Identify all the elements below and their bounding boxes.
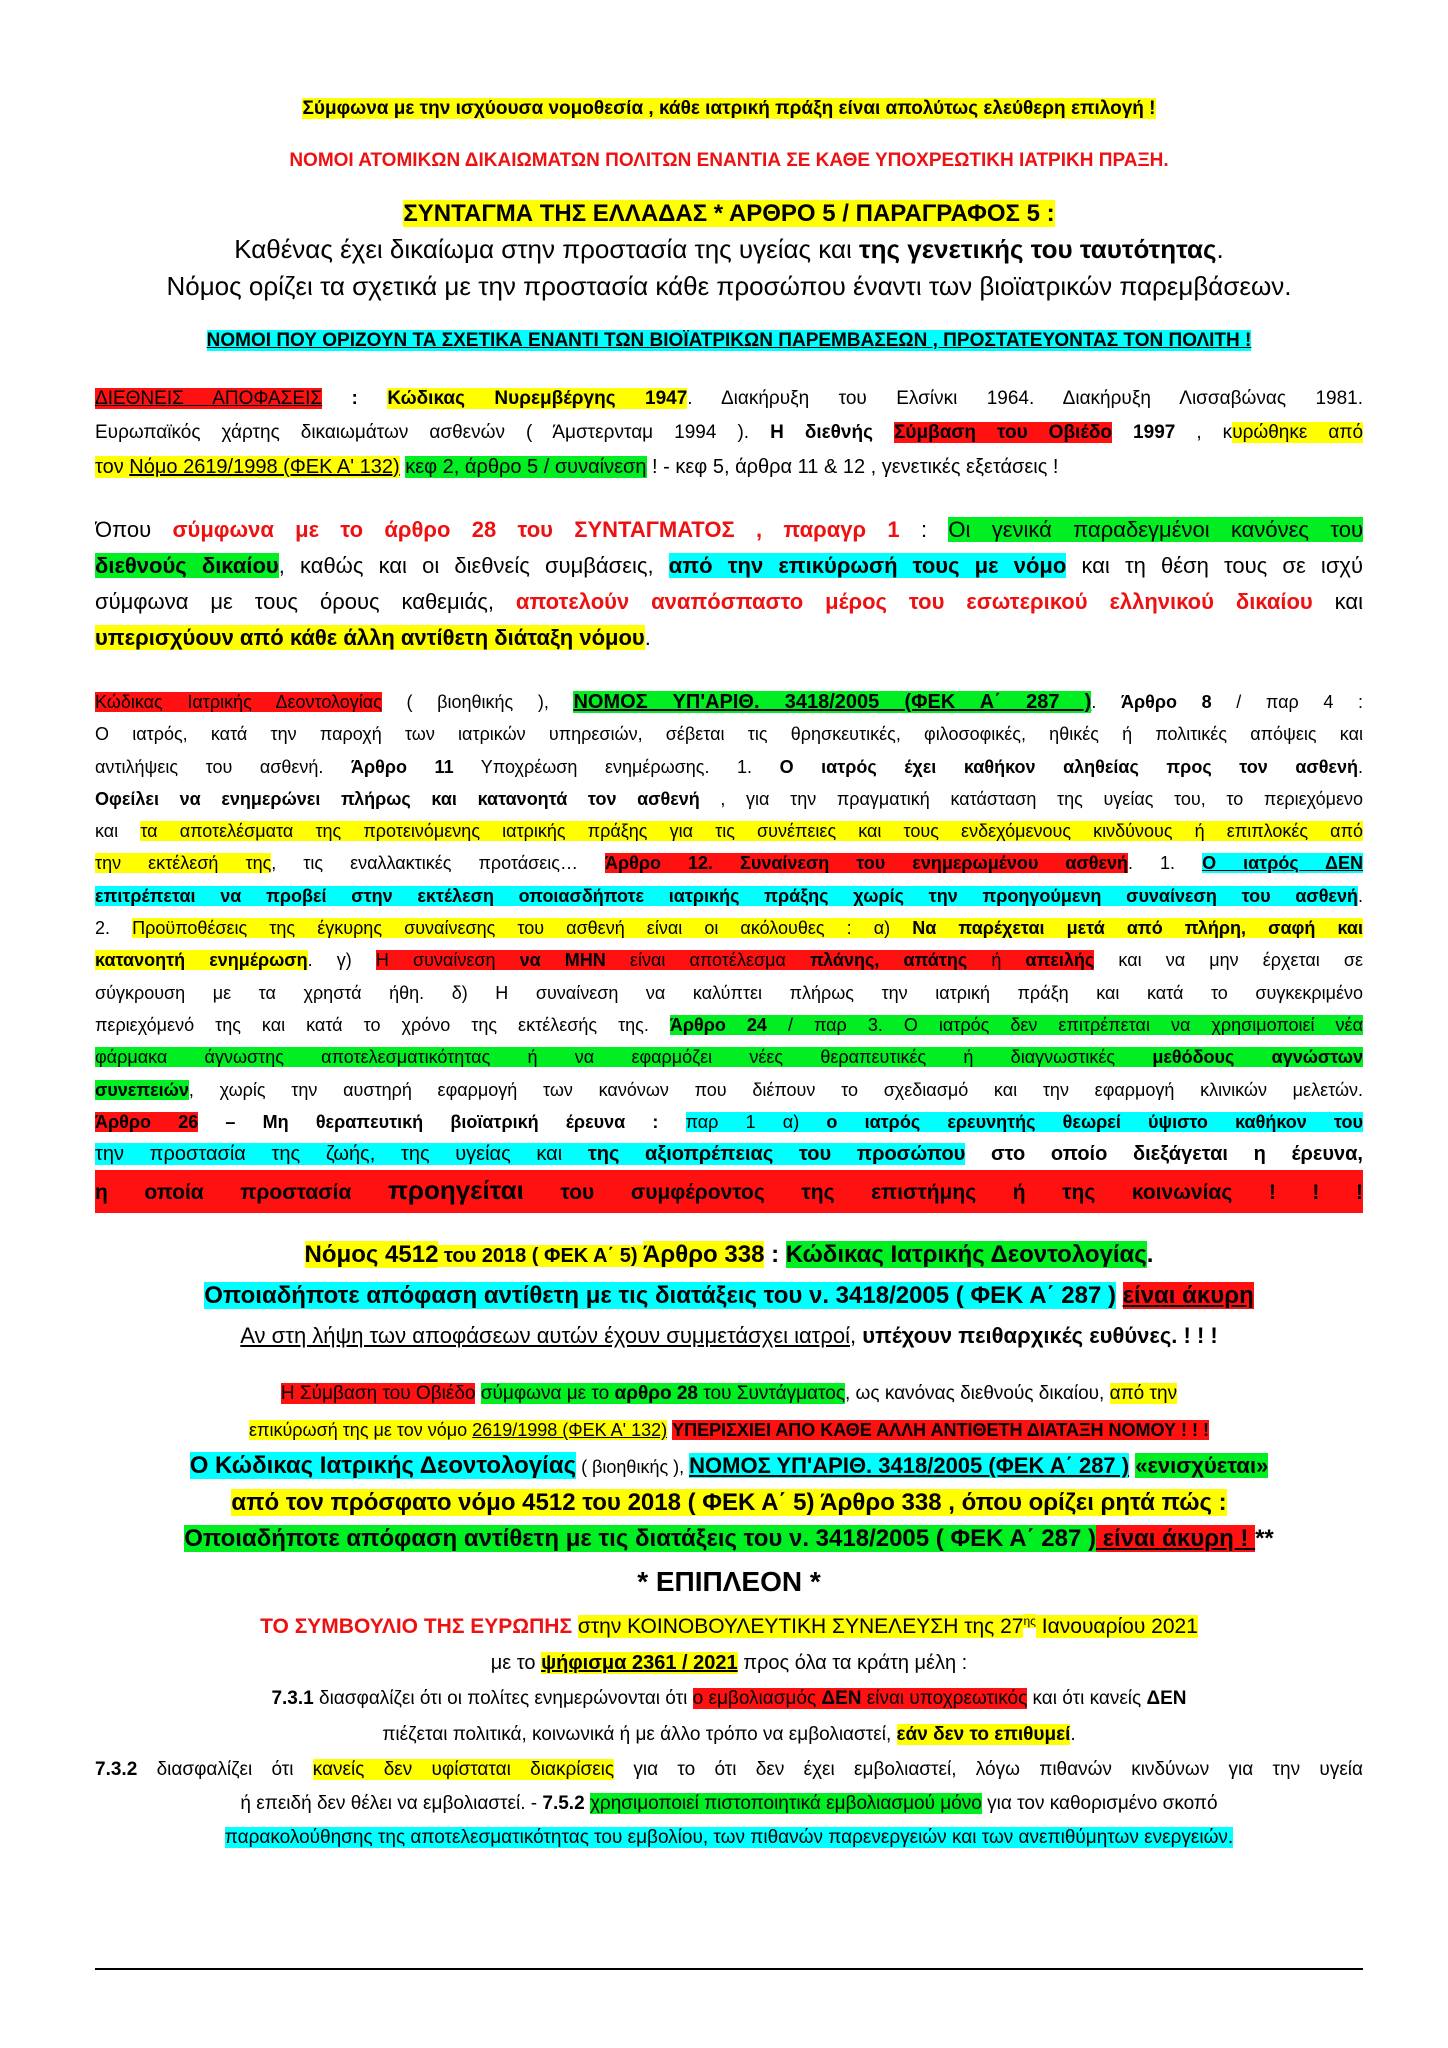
- text-span: τα αποτελέσματα της προτεινόμενης ιατρικής πράξης για τις συνέπειες και τους ενδεχόμενους κινδύνους ή επιπλοκές από: [140, 821, 1363, 842]
- text-span: [1116, 1282, 1123, 1309]
- text-span: και: [95, 821, 141, 842]
- text-line: Ο ιατρός, κατά την παροχή των ιατρικών υπηρεσιών, σέβεται τις θρησκευτικές, φιλοσοφικές, ηθικές ή πολιτικές απόψεις και: [95, 724, 1363, 745]
- text-span: Άρθρο 12. Συναίνεση του ενημερωμένου ασθενή: [604, 853, 1129, 874]
- oviedo-convention-paragraph: [95, 1376, 1363, 1557]
- text-span: Άρθρο 26: [95, 1111, 199, 1132]
- text-span: Καθένας έχει δικαίωμα στην προστασία της υγείας και: [234, 234, 860, 264]
- text-span: η οποία προστασία: [95, 1181, 388, 1205]
- text-span: – Μη θεραπευτική βιοϊατρική έρευνα :: [198, 1111, 686, 1132]
- text-span: την εκτέλεσή της: [95, 853, 272, 874]
- text-span: Ο Κώδικας Ιατρικής Δεοντολογίας: [189, 1452, 577, 1480]
- text-span: ΔΕΝ: [821, 1688, 862, 1710]
- text-span: συνεπειών: [95, 1079, 189, 1100]
- text-span: , καθώς και οι διεθνείς συμβάσεις,: [278, 553, 669, 578]
- constitution-heading-text: ΣΥΝΤΑΓΜΑ ΤΗΣ ΕΛΛΑΔΑΣ * ΑΡΘΡΟ 5 / ΠΑΡΑΓΡΑΦΟΣ 5 :: [403, 200, 1055, 227]
- text-span: . 1.: [1128, 853, 1203, 874]
- text-span: Ο ιατρός ΔΕΝ: [1202, 853, 1363, 874]
- text-line: σύγκρουση με τα χρηστά ήθη. δ) Η συναίνεση να καλύπτει πλήρως την ιατρική πράξη και κατά το συγκεκριμένο: [95, 982, 1363, 1003]
- text-span: της αξιοπρέπειας του προσώπου: [587, 1143, 966, 1166]
- text-span: :: [899, 517, 949, 542]
- law-4512-paragraph: [95, 1235, 1363, 1356]
- text-span: Σύμβαση του Οβιέδο: [894, 422, 1113, 443]
- text-span: Νόμος: [304, 1241, 386, 1269]
- text-span: από την: [1109, 1383, 1178, 1405]
- bottom-divider: [95, 1968, 1363, 1970]
- text-span: .: [1216, 234, 1224, 264]
- text-span: .: [1070, 1724, 1076, 1746]
- text-span: του 2018 ( ΦΕΚ Α΄ 5): [438, 1245, 644, 1268]
- text-span: από την επικύρωσή τους με νόμο: [668, 553, 1067, 578]
- text-span: 7.3.2: [95, 1759, 138, 1781]
- text-span: 2.: [95, 918, 133, 939]
- text-span: 7.3.1: [271, 1688, 314, 1710]
- text-span: είναι άκυρη: [1122, 1282, 1254, 1310]
- text-span: κεφ 2, άρθρο 5 / συναίνεση: [405, 456, 647, 478]
- text-span: από τον πρόσφατο νόμο 4512 του 2018 ( ΦΕΚ Α΄ 5) Άρθρο 338 , όπου ορίζει ρητά πώς :: [231, 1489, 1227, 1517]
- text-span: .: [1091, 692, 1121, 712]
- text-span: ΤΟ ΣΥΜΒΟΥΛΙΟ ΤΗΣ ΕΥΡΩΠΗΣ: [260, 1615, 573, 1639]
- text-span: :: [764, 1241, 786, 1269]
- text-span: . γ): [307, 950, 376, 971]
- constitution-article-28-paragraph: [95, 512, 1363, 656]
- text-span: Άρθρο 11: [351, 756, 454, 777]
- text-span: Η διεθνής: [770, 422, 895, 443]
- text-span: του συμφέροντος της επιστήμης ή της κοινωνίας ! ! !: [523, 1181, 1363, 1205]
- text-span: εάν δεν το επιθυμεί: [896, 1724, 1071, 1746]
- text-span: , κ: [1175, 422, 1233, 443]
- text-span: Κώδικας Ιατρικής Δεοντολογίας: [785, 1241, 1147, 1269]
- text-span: .: [1357, 756, 1363, 777]
- international-decisions-paragraph: [95, 382, 1363, 484]
- text-span: παρακολούθησης της αποτελεσματικότητας του εμβολίου, των πιθανών παρενεργειών και των ανεπιθύμητων ενεργειών.: [224, 1827, 1234, 1849]
- text-span: και: [1312, 589, 1363, 614]
- text-span: προς όλα τα κράτη μέλη :: [737, 1652, 968, 1675]
- law-2619-link: Νόμο 2619/1998 (ΦΕΚ Α' 132): [129, 456, 400, 478]
- text-span: :: [322, 388, 388, 409]
- text-span: διεθνούς δικαίου: [95, 553, 279, 578]
- text-span: απειλής: [1025, 950, 1095, 971]
- text-span: , τις εναλλακτικές προτάσεις…: [271, 853, 605, 874]
- text-span: [572, 1615, 578, 1638]
- text-span: ΝΟΜΟΣ ΥΠ'ΑΡΙΘ. 3418/2005 (ΦΕΚ Α΄ 287 ): [573, 691, 1092, 713]
- laws-heading-text: ΝΟΜΟΙ ΠΟΥ ΟΡΙΖΟΥΝ ΤΑ ΣΧΕΤΙΚΑ ΕΝΑΝΤΙ ΤΩΝ ΒΙΟΪΑΤΡΙΚΩΝ ΠΑΡΕΜΒΑΣΕΩΝ , ΠΡΟΣΤΑΤΕΥΟΝΤΑΣ ΤΟΝ ΠΟΛΙΤΗ !: [206, 330, 1252, 351]
- medical-ethics-paragraph: [95, 686, 1363, 1213]
- text-span: Όπου: [95, 517, 173, 542]
- constitution-text-line-2: Νόμος ορίζει τα σχετικά με την προστασία κάθε προσώπου έναντι των βιοϊατρικών παρεμβάσεων.: [166, 271, 1292, 301]
- text-span: , ως κανόνας διεθνούς δικαίου,: [845, 1383, 1110, 1405]
- free-choice-text: Σύμφωνα με την ισχύουσα νομοθεσία , κάθε ιατρική πράξη είναι απολύτως ελεύθερη επιλογή !: [302, 98, 1156, 119]
- text-span: Η συναίνεση: [375, 950, 520, 971]
- text-span: πιέζεται πολιτικά, κοινωνικά ή με άλλο τρόπο να εμβολιαστεί,: [382, 1724, 897, 1746]
- text-span: υπέχουν πειθαρχικές ευθύνες. ! ! !: [862, 1323, 1218, 1349]
- text-span: περιεχόμενό της και κατά το χρόνο της εκτέλεσής της.: [95, 1014, 670, 1035]
- text-span: 2619/1998 (ΦΕΚ Α' 132): [472, 1420, 668, 1441]
- text-span: ΔΙΕΘΝΕΙΣ ΑΠΟΦΑΣΕΙΣ: [95, 388, 323, 409]
- text-span: Οι γενικά παραδεγμένοι κανόνες του: [948, 517, 1363, 542]
- text-span: να ΜΗΝ: [519, 950, 606, 971]
- text-span: ! - κεφ 5, άρθρα 11 & 12 , γενετικές εξετάσεις !: [646, 456, 1059, 478]
- text-span: είναι άκυρη !: [1095, 1525, 1256, 1553]
- text-span: ο εμβολιασμός: [692, 1688, 822, 1710]
- text-span: Ευρωπαϊκός χάρτης δικαιωμάτων ασθενών ( Άμστερνταμ 1994 ).: [95, 422, 771, 443]
- text-span: / παρ 3. Ο ιατρός δεν επιτρέπεται να χρησιμοποιεί νέα: [766, 1014, 1363, 1035]
- laws-heading: [95, 330, 1363, 352]
- text-span: ΝΟΜΟΣ ΥΠ'ΑΡΙΘ. 3418/2005 (ΦΕΚ Α΄ 287 ): [689, 1453, 1130, 1479]
- text-span: παρ 1 α): [685, 1111, 827, 1132]
- text-span: σύμφωνα με τους όρους καθεμιάς,: [95, 589, 516, 614]
- text-span: «ενισχύεται»: [1135, 1453, 1269, 1479]
- text-span: πλάνης, απάτης: [810, 950, 968, 971]
- text-span: για τον καθορισμένο σκοπό: [981, 1793, 1218, 1815]
- text-span: κανείς δεν υφίσταται διακρίσεις: [312, 1759, 615, 1781]
- text-span: στην ΚΟΙΝΟΒΟΥΛΕΥΤΙΚΗ ΣΥΝΕΛΕΥΣΗ της 27: [577, 1615, 1024, 1639]
- text-span: Άρθρο 338: [643, 1241, 765, 1269]
- text-span: Κώδικας Νυρεμβέργης 1947: [387, 388, 688, 409]
- text-span: Ιανουαρίου 2021: [1035, 1615, 1198, 1639]
- text-span: και τη θέση τους σε ισχύ: [1066, 553, 1363, 578]
- text-span: και ότι κανείς: [1027, 1688, 1147, 1710]
- text-span: και να μην έρχεται σε: [1094, 950, 1363, 971]
- text-span: την προστασία της ζωής, της υγείας και: [95, 1143, 588, 1166]
- additionally-title: * ΕΠΙΠΛΕΟΝ *: [637, 1566, 821, 1598]
- text-span: Οποιαδήποτε απόφαση αντίθετη με τις διατάξεις του ν. 3418/2005 ( ΦΕΚ Α΄ 287 ): [204, 1282, 1116, 1310]
- text-span: προηγείται: [387, 1175, 524, 1206]
- text-span: σύμφωνα με το άρθρο 28 του ΣΥΝΤΑΓΜΑΤΟΣ , παραγρ 1: [172, 517, 900, 542]
- text-span: Κώδικας Ιατρικής Δεοντολογίας: [95, 692, 382, 712]
- text-span: τον: [95, 456, 130, 478]
- text-span: ο ιατρός ερευνητής θεωρεί ύψιστο καθήκον του: [826, 1111, 1363, 1132]
- text-span: / παρ 4 :: [1211, 692, 1363, 712]
- text-span: ( βιοηθικής ),: [381, 692, 574, 712]
- document-page: [95, 96, 1363, 1855]
- text-span: .: [1357, 885, 1363, 906]
- text-span: 7.5.2: [542, 1793, 585, 1815]
- text-span: . Διακήρυξη του Ελσίνκι 1964. Διακήρυξη Λισσαβώνας 1981.: [687, 388, 1363, 409]
- text-span: ΥΠΕΡΙΣΧΙΕΙ ΑΠΟ ΚΑΘΕ ΑΛΛΗ ΑΝΤΙΘΕΤΗ ΔΙΑΤΑΞΗ ΝΟΜΟΥ ! ! !: [672, 1420, 1209, 1441]
- text-span: μεθόδους αγνώστων: [1152, 1047, 1363, 1068]
- text-span: Η Σύμβαση του Οβιέδο: [280, 1383, 476, 1405]
- text-span: Υποχρέωση ενημέρωσης. 1.: [453, 756, 780, 777]
- text-span: αρθρο 28: [614, 1383, 698, 1405]
- text-span: ψήφισμα 2361 / 2021: [541, 1652, 738, 1675]
- text-span: , για την πραγματική κατάσταση της υγείας του, το περιεχόμενο: [699, 788, 1363, 809]
- text-span: 4512: [385, 1241, 439, 1269]
- text-span: της γενετικής του ταυτότητας: [859, 234, 1217, 264]
- text-span: φάρμακα άγνωστης αποτελεσματικότητας ή να εφαρμόζει νέες θεραπευτικές ή διαγνωστικές: [95, 1047, 1153, 1068]
- text-span: για το ότι δεν έχει εμβολιαστεί, λόγω πιθανών κινδύνων για την υγεία: [614, 1759, 1363, 1781]
- text-span: επιτρέπεται να προβεί στην εκτέλεση οποιασδήποτε ιατρικής πράξης χωρίς την προηγούμενη συναίνεση του ασθενή: [95, 885, 1358, 906]
- text-span: Προϋποθέσεις της έγκυρης συναίνεσης του ασθενή είναι οι ακόλουθες : α): [132, 918, 913, 939]
- research-priority-line: [95, 1170, 1363, 1213]
- text-span: του Συντάγματος: [698, 1383, 845, 1405]
- text-span: ΔΕΝ: [1146, 1688, 1187, 1710]
- text-span: διασφαλίζει ότι οι πολίτες ενημερώνονται ότι: [313, 1688, 693, 1710]
- text-span: υρώθηκε από: [1232, 422, 1363, 443]
- text-span: ης: [1023, 1614, 1036, 1629]
- text-span: σύμφωνα με το: [480, 1383, 615, 1405]
- text-span: ( βιοηθικής ),: [576, 1457, 690, 1478]
- text-span: [475, 1383, 480, 1404]
- text-span: επικύρωσή της με τον νόμο: [249, 1420, 473, 1441]
- text-span: Οποιαδήποτε απόφαση αντίθετη με τις διατάξεις του ν. 3418/2005 ( ΦΕΚ Α΄ 287 ): [184, 1525, 1096, 1553]
- headline-individual-rights: ΝΟΜΟΙ ΑΤΟΜΙΚΩΝ ΔΙΚΑΙΩΜΑΤΩΝ ΠΟΛΙΤΩΝ ΕΝΑΝΤΙΑ ΣΕ ΚΑΘΕ ΥΠΟΧΡΕΩΤΙΚΗ ΙΑΤΡΙΚΗ ΠΡΑΞΗ.: [289, 150, 1169, 171]
- text-span: 1997: [1112, 422, 1176, 443]
- text-span: είναι υποχρεωτικός: [861, 1688, 1028, 1710]
- text-span: στο οποίο διεξάγεται η έρευνα,: [965, 1143, 1363, 1166]
- text-span: με το: [490, 1652, 542, 1675]
- text-span: Να παρέχεται μετά από πλήρη, σαφή και: [912, 918, 1363, 939]
- text-span: ή: [967, 950, 1026, 971]
- text-span: Άρθρο 24: [669, 1014, 767, 1035]
- text-span: ,: [850, 1323, 863, 1349]
- text-span: Αν στη λήψη των αποφάσεων αυτών έχουν συμμετάσχει ιατροί: [240, 1323, 850, 1349]
- constitution-heading: [95, 200, 1363, 228]
- text-span: .: [1146, 1241, 1154, 1269]
- text-span: Άρθρο 8: [1120, 692, 1212, 712]
- text-span: .: [644, 625, 651, 650]
- text-span: Οφείλει να ενημερώνει πλήρως και κατανοητά τον ασθενή: [95, 788, 700, 809]
- text-span: Ο ιατρός έχει καθήκον αληθείας προς τον ασθενή: [779, 756, 1358, 777]
- text-span: χρησιμοποιεί πιστοποιητικά εμβολιασμού μόνο: [589, 1793, 982, 1815]
- text-span: υπερισχύουν από κάθε άλλη αντίθετη διάταξη νόμου: [95, 625, 645, 650]
- headline-free-choice: [95, 98, 1363, 120]
- text-span: αποτελούν αναπόσπαστο μέρος του εσωτερικού ελληνικού δικαίου: [515, 589, 1313, 614]
- text-span: , χωρίς την αυστηρή εφαρμογή των κανόνων που διέπουν το σχεδιασμό και την εφαρμογή κλινικών μελετών.: [188, 1079, 1363, 1100]
- text-span: αντιλήψεις του ασθενή.: [95, 756, 351, 777]
- council-of-europe-paragraph: [95, 1561, 1363, 1855]
- text-span: διασφαλίζει ότι: [137, 1759, 313, 1781]
- constitution-text-line-1: [95, 234, 1363, 265]
- text-span: **: [1255, 1525, 1274, 1553]
- text-span: ή επειδή δεν θέλει να εμβολιαστεί. -: [240, 1793, 543, 1815]
- text-span: είναι αποτέλεσμα: [605, 950, 810, 971]
- text-span: κατανοητή ενημέρωση: [95, 950, 308, 971]
